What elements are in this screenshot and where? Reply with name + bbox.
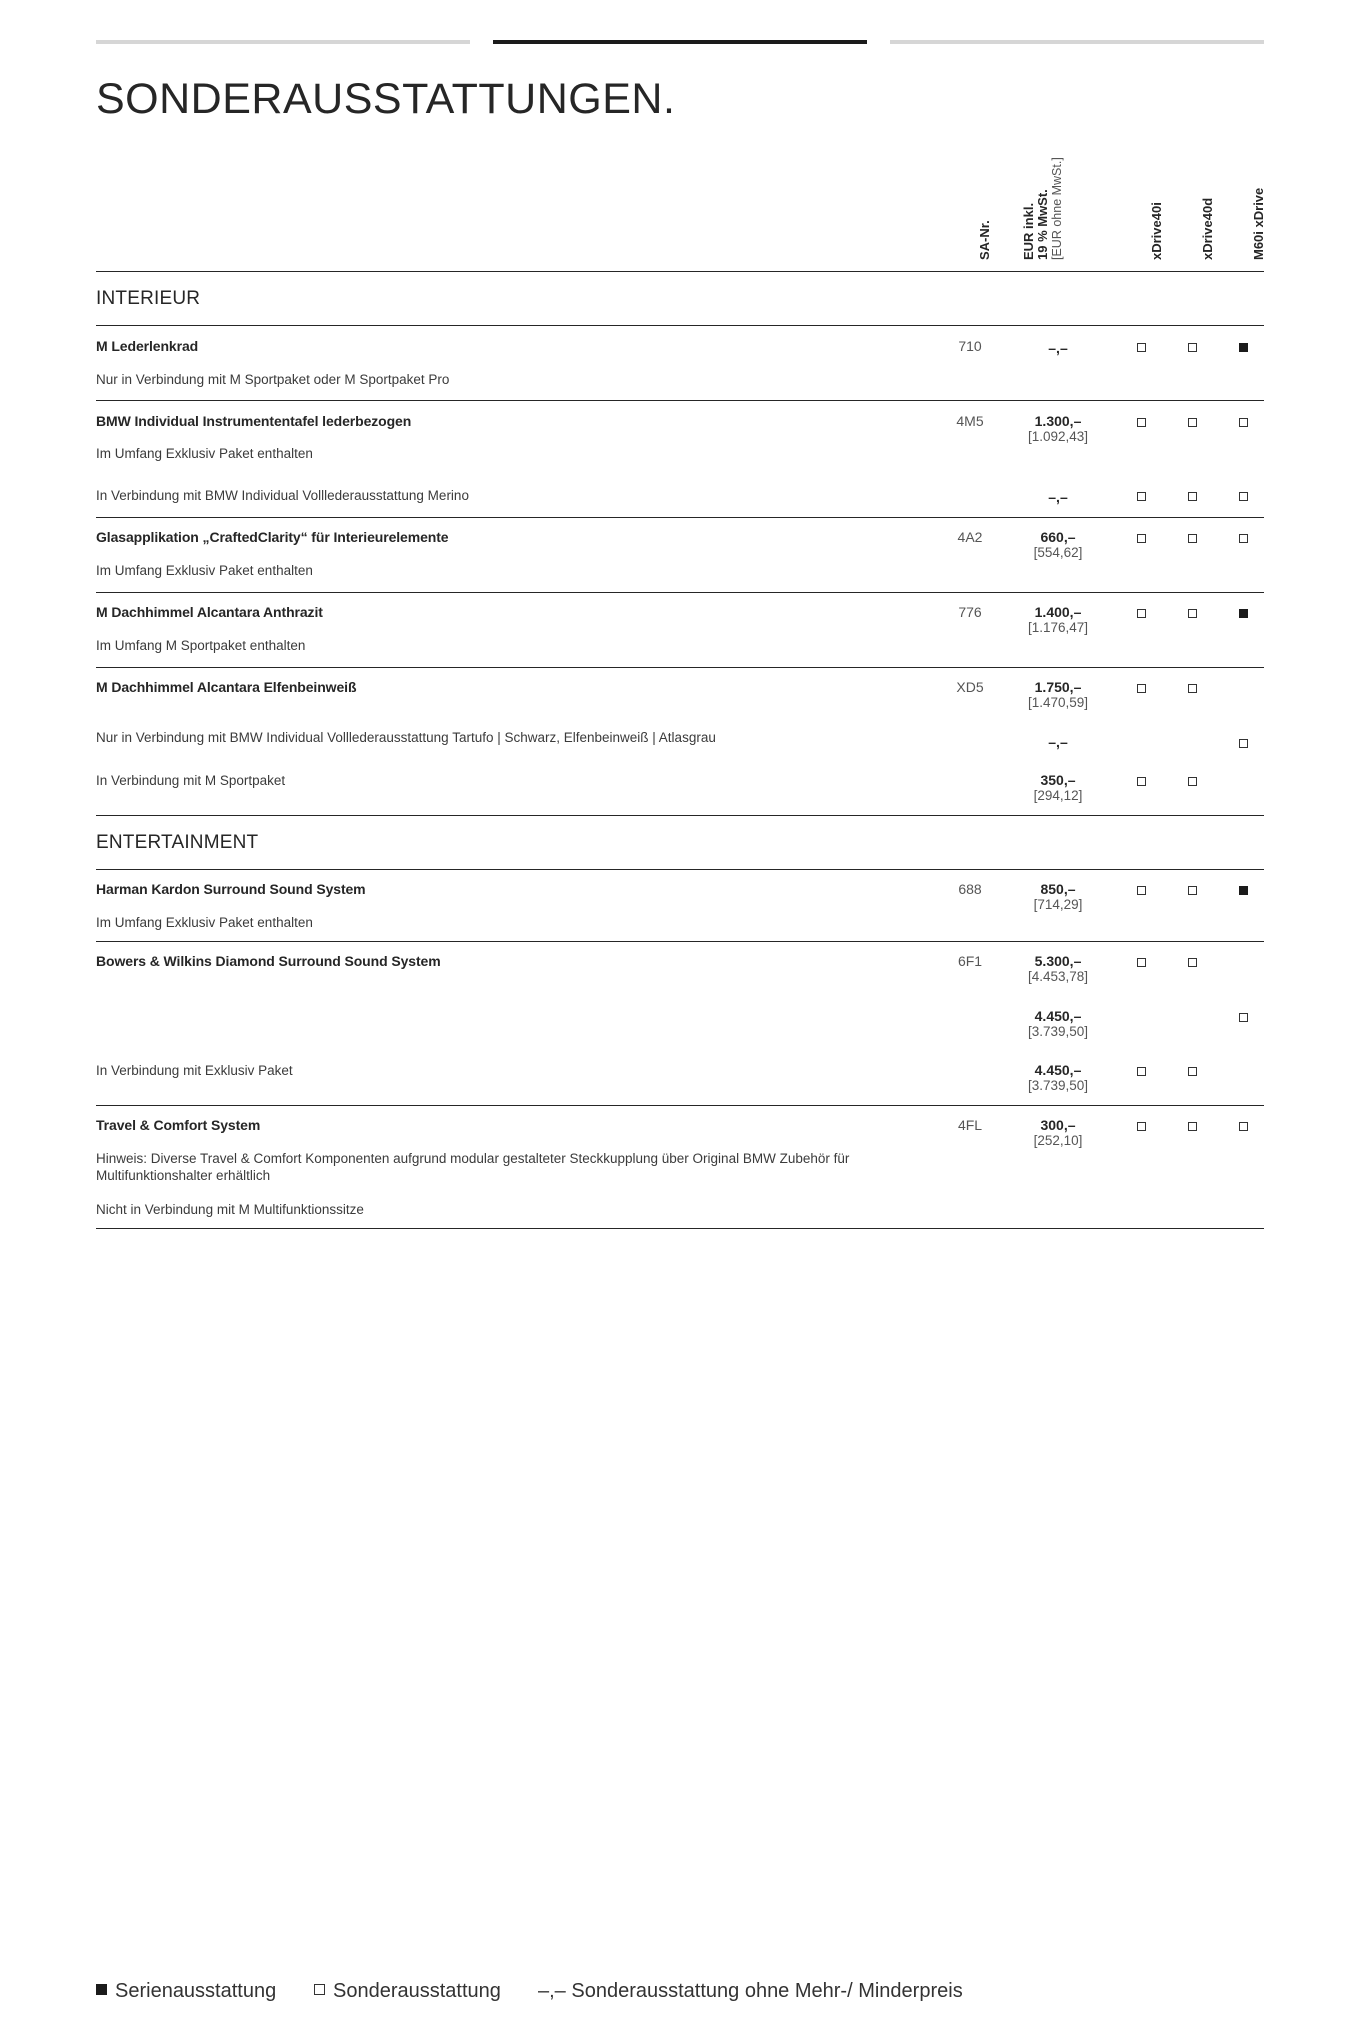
legend-item-standard — [96, 1980, 276, 2003]
option-note: Im Umfang Exklusiv Paket enthalten — [96, 446, 313, 461]
column-header-label: xDrive40i — [1149, 202, 1164, 260]
option-sa-number: 710 — [958, 338, 982, 354]
filled-square-icon — [96, 1984, 107, 1995]
price-net: [1.092,43] — [1027, 429, 1089, 444]
optional-equipment-square-icon — [1239, 418, 1248, 427]
option-sa-number: XD5 — [956, 679, 984, 695]
price-net: [4.453,78] — [1027, 969, 1089, 984]
option-note: In Verbindung mit Exklusiv Paket — [96, 1063, 293, 1078]
optional-equipment-square-icon — [1137, 492, 1146, 501]
column-header-model-2 — [1185, 138, 1225, 260]
optional-equipment-square-icon — [1239, 534, 1248, 543]
standard-equipment-square-icon — [1239, 886, 1248, 895]
column-header-price — [1021, 138, 1074, 260]
price-gross: –,– — [1048, 734, 1068, 750]
optional-equipment-square-icon — [1137, 418, 1146, 427]
option-note: Im Umfang Exklusiv Paket enthalten — [96, 563, 313, 578]
option-price — [1008, 489, 1108, 505]
price-gross: 1.300,– — [1034, 413, 1082, 429]
option-price — [1008, 340, 1108, 356]
row-divider — [96, 1105, 1264, 1106]
price-net: [3.739,50] — [1027, 1024, 1089, 1039]
option-name: Harman Kardon Surround Sound System — [96, 881, 366, 897]
option-price — [1008, 1008, 1108, 1040]
row-divider — [96, 667, 1264, 668]
option-price — [1008, 772, 1108, 804]
option-sa-number: 6F1 — [957, 953, 983, 969]
optional-equipment-square-icon — [1188, 1122, 1197, 1131]
option-sa-number: 776 — [958, 604, 982, 620]
optional-equipment-square-icon — [1188, 958, 1197, 967]
legend-item-optional — [314, 1980, 501, 2003]
price-gross: 4.450,– — [1034, 1008, 1082, 1024]
legend-label: Sonderausstattung — [333, 1980, 501, 2002]
row-divider — [96, 941, 1264, 942]
price-net: [1.470,59] — [1027, 695, 1089, 710]
option-name: M Dachhimmel Alcantara Elfenbeinweiß — [96, 679, 357, 695]
price-gross: 850,– — [1040, 881, 1076, 897]
table-bottom-divider — [96, 1228, 1264, 1229]
option-price — [1008, 881, 1108, 913]
row-divider — [96, 400, 1264, 401]
optional-equipment-square-icon — [1137, 1122, 1146, 1131]
progress-segment — [890, 40, 1264, 44]
legend-item-no-charge — [538, 1980, 963, 2003]
row-divider — [96, 592, 1264, 593]
optional-equipment-square-icon — [1137, 886, 1146, 895]
column-header-label: 19 % MwSt. — [1035, 189, 1050, 260]
price-gross: 4.450,– — [1034, 1062, 1082, 1078]
option-price — [1008, 413, 1108, 445]
column-header-model-3 — [1236, 138, 1276, 260]
price-net: [294,12] — [1033, 788, 1083, 803]
price-gross: 5.300,– — [1034, 953, 1082, 969]
section-divider — [96, 869, 1264, 870]
empty-square-icon — [314, 1984, 325, 1995]
price-gross: –,– — [1048, 340, 1068, 356]
column-header-model-1 — [1134, 138, 1174, 260]
row-divider — [96, 517, 1264, 518]
page-progress-indicator — [96, 40, 1264, 44]
standard-equipment-square-icon — [1239, 343, 1248, 352]
option-price — [1008, 529, 1108, 561]
option-sa-number: 4M5 — [956, 413, 984, 429]
option-name: M Dachhimmel Alcantara Anthrazit — [96, 604, 323, 620]
header-divider — [96, 271, 1264, 272]
optional-equipment-square-icon — [1188, 609, 1197, 618]
optional-equipment-square-icon — [1188, 418, 1197, 427]
optional-equipment-square-icon — [1239, 492, 1248, 501]
price-gross: 1.750,– — [1034, 679, 1082, 695]
option-note: Nur in Verbindung mit BMW Individual Volllederausstattung Tartufo | Schwarz, Elfenbeinweiß | Atlasgrau — [96, 730, 716, 745]
optional-equipment-square-icon — [1239, 1122, 1248, 1131]
legend-label: Serienausstattung — [115, 1980, 277, 2002]
optional-equipment-square-icon — [1188, 684, 1197, 693]
progress-segment-active — [493, 40, 867, 44]
page-title: SONDERAUSSTATTUNGEN. — [96, 75, 676, 123]
optional-equipment-square-icon — [1188, 492, 1197, 501]
optional-equipment-square-icon — [1239, 1013, 1248, 1022]
option-price — [1008, 953, 1108, 985]
column-header-sa-nr — [962, 138, 1002, 260]
option-sa-number: 688 — [958, 881, 982, 897]
optional-equipment-square-icon — [1137, 609, 1146, 618]
optional-equipment-square-icon — [1188, 777, 1197, 786]
optional-equipment-square-icon — [1188, 886, 1197, 895]
option-name: M Lederlenkrad — [96, 338, 199, 354]
column-header-label: EUR inkl. — [1021, 202, 1036, 260]
price-net: [714,29] — [1033, 897, 1083, 912]
option-note: In Verbindung mit BMW Individual Volllederausstattung Merino — [96, 488, 469, 503]
legend-label: –,– Sonderausstattung ohne Mehr-/ Minderpreis — [538, 1980, 963, 2002]
column-header-label: SA-Nr. — [977, 220, 992, 260]
option-sa-number: 4FL — [957, 1117, 983, 1133]
option-name: Glasapplikation „CraftedClarity“ für Interieurelemente — [96, 529, 449, 545]
option-price — [1008, 604, 1108, 636]
standard-equipment-square-icon — [1239, 609, 1248, 618]
section-divider — [96, 325, 1264, 326]
option-note: Hinweis: Diverse Travel & Comfort Komponenten aufgrund modular gestalteter Steckkupplung über Original BMW Zubehör für Multifunktionshalter erhältlich — [96, 1151, 850, 1183]
option-name: Bowers & Wilkins Diamond Surround Sound System — [96, 953, 441, 969]
option-note: Im Umfang Exklusiv Paket enthalten — [96, 915, 313, 930]
optional-equipment-square-icon — [1239, 739, 1248, 748]
price-gross: 1.400,– — [1034, 604, 1082, 620]
price-gross: 300,– — [1040, 1117, 1076, 1133]
price-gross: 350,– — [1040, 772, 1076, 788]
section-title-interieur: INTERIEUR — [96, 288, 201, 309]
option-note: In Verbindung mit M Sportpaket — [96, 773, 286, 788]
optional-equipment-square-icon — [1188, 534, 1197, 543]
price-net: [252,10] — [1033, 1133, 1083, 1148]
section-divider — [96, 815, 1264, 816]
optional-equipment-square-icon — [1137, 534, 1146, 543]
option-name: BMW Individual Instrumententafel lederbezogen — [96, 413, 412, 429]
column-header-label: xDrive40d — [1200, 197, 1215, 260]
option-price — [1008, 1062, 1108, 1094]
price-net: [554,62] — [1033, 545, 1083, 560]
price-net: [1.176,47] — [1027, 620, 1089, 635]
option-note: Im Umfang M Sportpaket enthalten — [96, 638, 306, 653]
section-title-entertainment: ENTERTAINMENT — [96, 832, 259, 853]
column-header-sublabel: [EUR ohne MwSt.] — [1050, 157, 1064, 260]
price-net: [3.739,50] — [1027, 1078, 1089, 1093]
option-name: Travel & Comfort System — [96, 1117, 261, 1133]
option-price — [1008, 679, 1108, 711]
optional-equipment-square-icon — [1188, 1067, 1197, 1076]
price-gross: –,– — [1048, 489, 1068, 505]
progress-segment — [96, 40, 470, 44]
option-price — [1008, 1117, 1108, 1149]
option-price — [1008, 734, 1108, 750]
optional-equipment-square-icon — [1188, 343, 1197, 352]
optional-equipment-square-icon — [1137, 777, 1146, 786]
column-header-label: M60i xDrive — [1251, 187, 1266, 260]
optional-equipment-square-icon — [1137, 1067, 1146, 1076]
option-sa-number: 4A2 — [957, 529, 983, 545]
optional-equipment-square-icon — [1137, 343, 1146, 352]
optional-equipment-square-icon — [1137, 958, 1146, 967]
optional-equipment-square-icon — [1137, 684, 1146, 693]
option-note: Nur in Verbindung mit M Sportpaket oder M Sportpaket Pro — [96, 372, 450, 387]
option-note: Nicht in Verbindung mit M Multifunktionssitze — [96, 1202, 364, 1217]
price-gross: 660,– — [1040, 529, 1076, 545]
